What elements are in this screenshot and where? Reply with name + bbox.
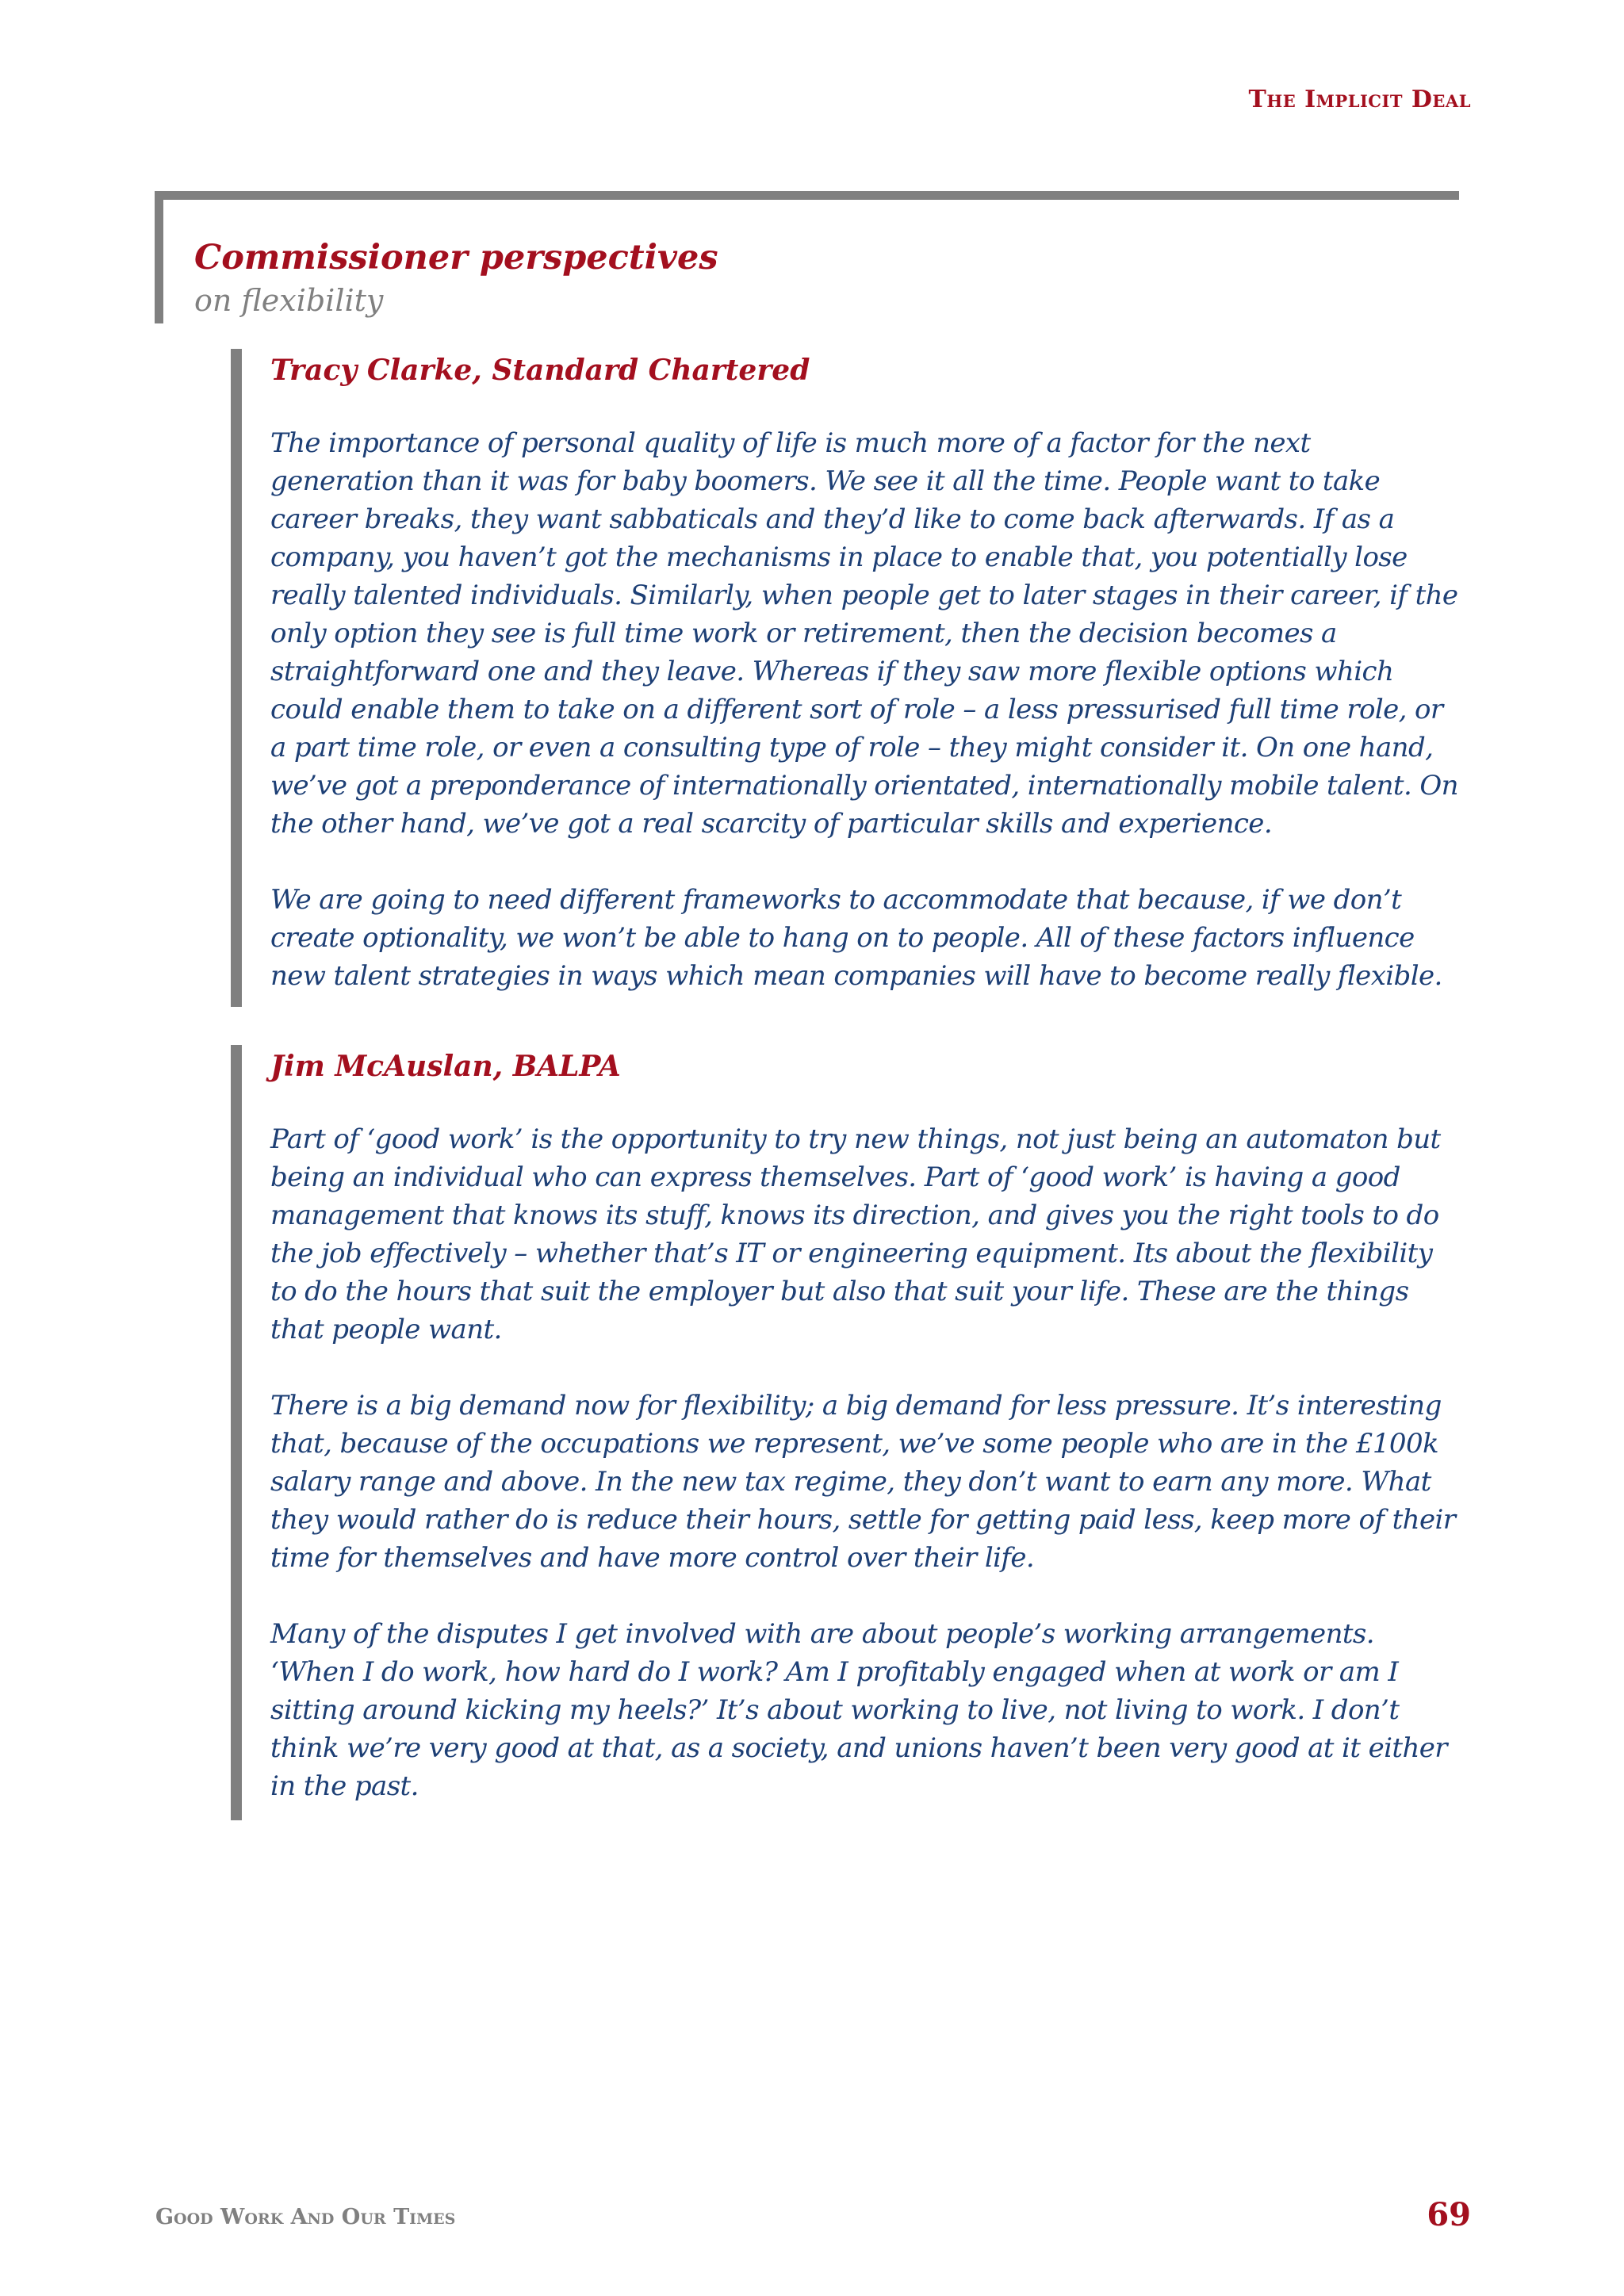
section-title: Commissioner perspectives	[194, 238, 718, 277]
quote-paragraph: Many of the disputes I get involved with are about people’s working arrangements. ‘When I do work, how hard do I work? Am I profitably engaged when at work or am I sitting around kicking my heels?’ It’s about working to live, not living to work. I don’t think we’re very good at that, as a society, and unions haven’t been very good at it either in the past.	[270, 1618, 1447, 1803]
quote-paragraph: Part of ‘good work’ is the opportunity to try new things, not just being an automaton but being an individual who can express themselves. Part of ‘good work’ is having a good management that knows its stuff, knows its direction, and gives you the right tools to do the job effectively – whether that’s IT or engineering equipment. Its about the flexibility to do the hours that suit the employer but also that suit your life. These are the things that people want.	[270, 1123, 1441, 1346]
quote-block-tracy-clarke	[231, 349, 1460, 1007]
section-subtitle: on flexibility	[194, 283, 384, 318]
quote-paragraph: The importance of personal quality of life is much more of a factor for the next generation than it was for baby boomers. We see it all the time. People want to take career breaks, they want sabbaticals and they’d like to come back afterwards. If as a company, you haven’t got the mechanisms in place to enable that, you potentially lose really talented individuals. Similarly, when people get to later stages in their career, if the only option they see is full time work or retirement, then the decision becomes a straightforward one and they leave. Whereas if they saw more flexible options which could enable them to take on a different sort of role – a less pressurised full time role, or a part time role, or even a consulting type of role – they might consider it. On one hand, we’ve got a preponderance of internationally orientated, internationally mobile talent. On the other hand, we’ve got a real scarcity of particular skills and experience.	[270, 427, 1458, 840]
section-left-bar	[155, 191, 163, 323]
quote-block-jim-mcauslan	[231, 1045, 1460, 1820]
running-footer: Good Work And Our Times	[155, 2205, 456, 2229]
quote-paragraph: There is a big demand now for flexibility; a big demand for less pressure. It’s interesting that, because of the occupations we represent, we’ve some people who are in the £100k salary range and above. In the new tax regime, they don’t want to earn any more. What they would rather do is reduce their hours, settle for getting paid less, keep more of their time for themselves and have more control over their life.	[270, 1390, 1456, 1575]
quote-speaker: Jim McAuslan, BALPA	[270, 1050, 621, 1083]
running-header: The Implicit Deal	[1248, 86, 1471, 113]
quote-speaker: Tracy Clarke, Standard Chartered	[270, 354, 810, 387]
quote-paragraph: We are going to need different frameworks to accommodate that because, if we don’t create optionality, we won’t be able to hang on to people. All of these factors influence new talent strategies in ways which mean companies will have to become really flexible.	[270, 884, 1442, 993]
page-number: 69	[1427, 2196, 1471, 2233]
section-top-rule	[155, 191, 1459, 200]
